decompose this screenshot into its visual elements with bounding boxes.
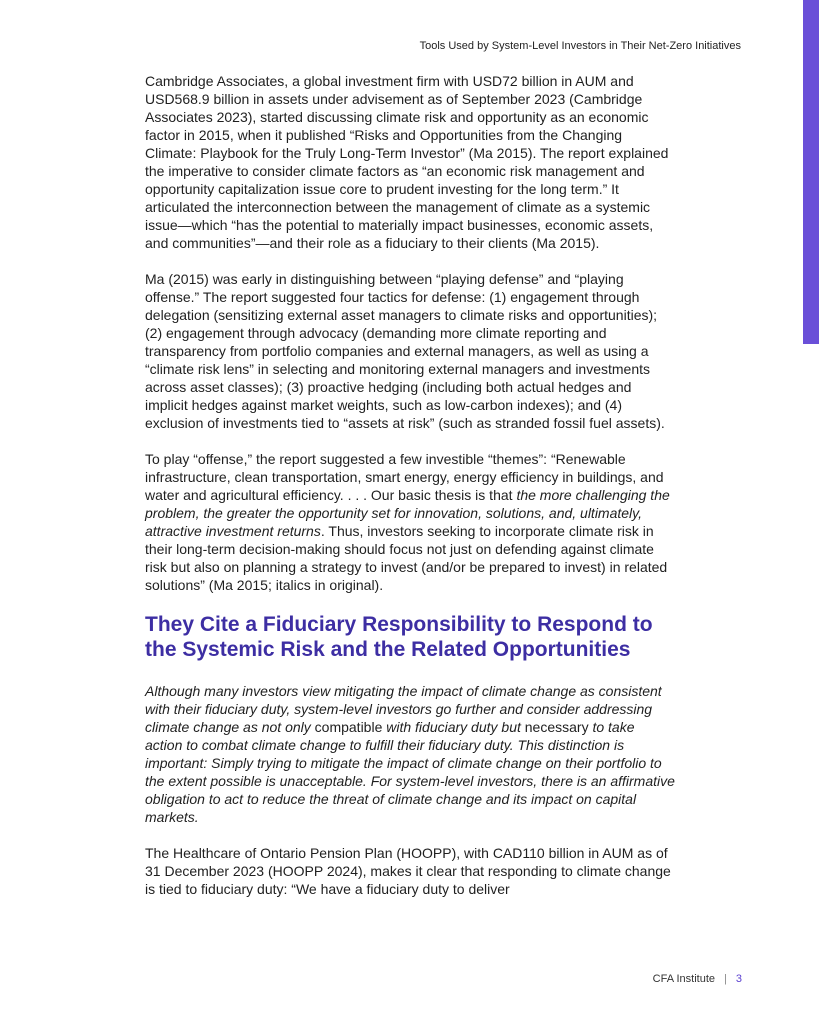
summary-roman-2: necessary <box>524 719 589 735</box>
paragraph-hoopp: The Healthcare of Ontario Pension Plan (HOOPP), with CAD110 billion in AUM as of 31 December 2023 (HOOPP 2024), makes it clear that responding to climate change is tied to fiduciary duty: “We have a fiduciary duty to deliver <box>145 845 671 897</box>
offense-italic-quote: the more challenging the problem, the greater the opportunity set for innovation, solutions, and, ultimately, attractive investment returns <box>145 487 670 539</box>
paragraph-offense <box>145 450 675 594</box>
offense-text-before: To play “offense,” the report suggested a few investible “themes”: “Renewable infrastructure, clean transportation, smart energy, energy efficiency in buildings, and water and agricultural efficiency. . . . Our basic thesis is that <box>145 451 664 503</box>
section-summary <box>145 682 675 826</box>
footer-separator: | <box>724 973 727 985</box>
accent-bar <box>803 0 819 344</box>
summary-italic-3: to take action to combat climate change to fulfill their fiduciary duty. This distinction is important: Simply trying to mitigate the impact of climate change on their portfolio to the extent possible is unacceptable. For system-level investors, there is an affirmative obligation to act to reduce the threat of climate change and its impact on capital markets. <box>145 719 675 825</box>
page-number: 3 <box>735 973 742 985</box>
paragraph-defense: Ma (2015) was early in distinguishing between “playing defense” and “playing offense.” The report suggested four tactics for defense: (1) engagement through delegation (sensitizing external asset managers to climate risks and opportunities); (2) engagement through advocacy (demanding more climate reporting and transparency from portfolio companies and external managers, as well as using a “climate risk lens” in selecting and monitoring external managers and investments across asset classes); (3) proactive hedging (including both actual hedges and implicit hedges against market weights, such as low-carbon indexes); and (4) exclusion of investments tied to “assets at risk” (such as stranded fossil fuel assets). <box>145 271 665 431</box>
paragraph-cambridge: Cambridge Associates, a global investment firm with USD72 billion in AUM and USD568.9 billion in assets under advisement as of September 2023 (Cambridge Associates 2023), started discussing climate risk and opportunity as an economic factor in 2015, when it published “Risks and Opportunities from the Changing Climate: Playbook for the Truly Long-Term Investor” (Ma 2015). The report explained the imperative to consider climate factors as “an economic risk management and opportunity capitalization issue core to prudent investing for the long term.” It articulated the interconnection between the management of climate as a systemic issue—which “has the potential to materially impact businesses, economic assets, and communities”—and their role as a fiduciary to their clients (Ma 2015). <box>145 73 669 251</box>
summary-italic-2: with fiduciary duty but <box>382 719 525 735</box>
page-footer <box>653 973 742 985</box>
footer-org: CFA Institute <box>652 973 716 985</box>
summary-italic-1: Although many investors view mitigating the impact of climate change as consistent with their fiduciary duty, system-level investors go further and consider addressing climate change as not only <box>145 683 662 735</box>
running-head: Tools Used by System-Level Investors in Their Net-Zero Initiatives <box>419 40 741 52</box>
section-heading: They Cite a Fiduciary Responsibility to Respond to the Systemic Risk and the Related Opportunities <box>145 613 653 661</box>
main-content <box>145 72 675 916</box>
summary-roman-1: compatible <box>314 719 383 735</box>
offense-text-after: . Thus, investors seeking to incorporate climate risk in their long-term decision-making should focus not just on defending against climate risk but also on planning a strategy to invest (and/or be prepared to invest) in related solutions” (Ma 2015; italics in original). <box>145 523 668 593</box>
